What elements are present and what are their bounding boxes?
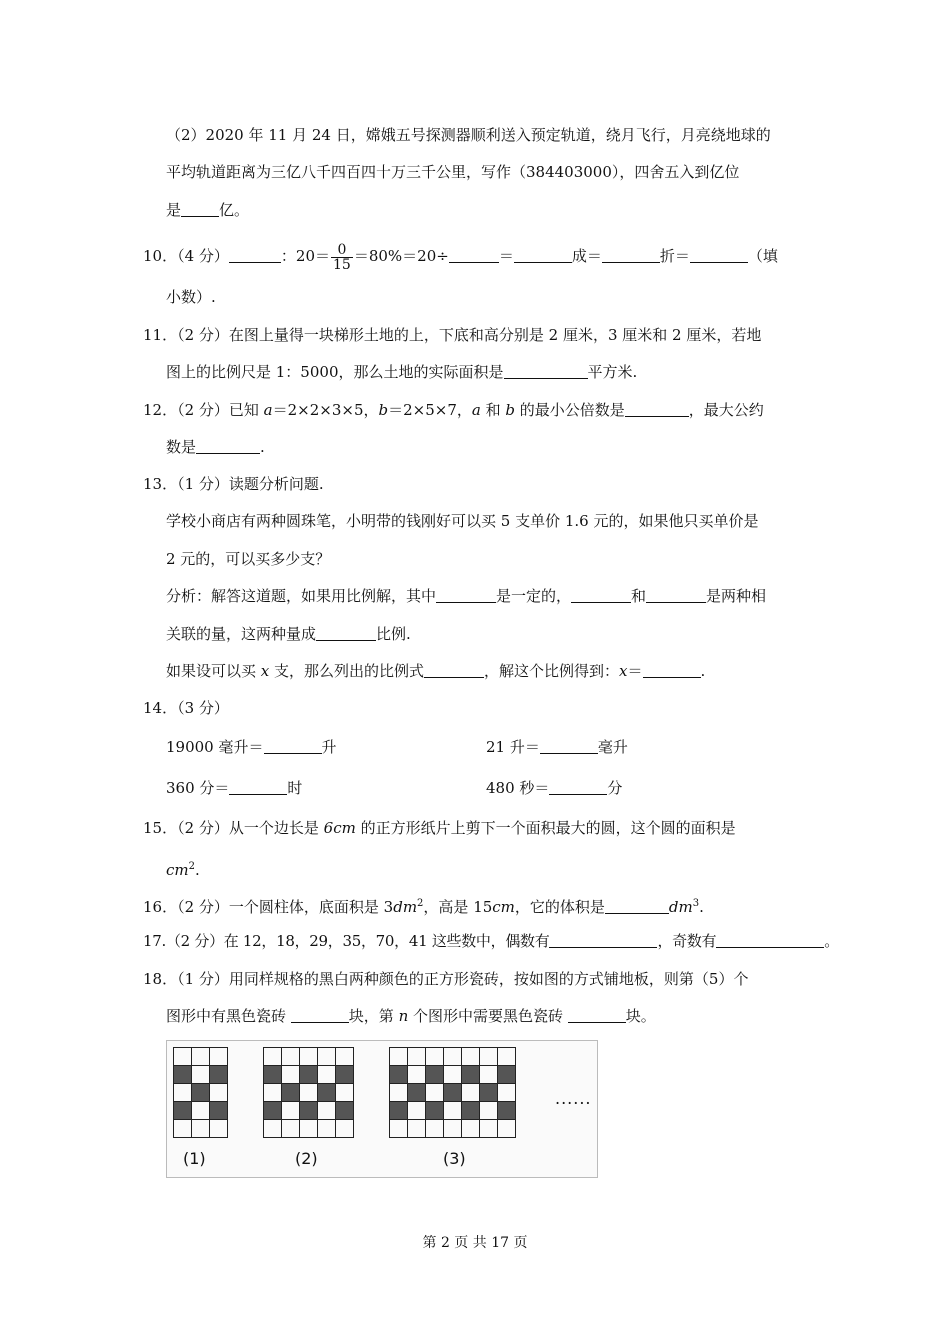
q18-line2	[166, 1006, 656, 1026]
q15-text-b: 的正方形纸片上剪下一个面积最大的圆，这个圆的面积是	[355, 819, 736, 837]
variable-x: x	[619, 662, 628, 680]
q13-line2: 学校小商店有两种圆珠笔，小明带的钱刚好可以买 5 支单价 1.6 元的，如果他只买单价是	[166, 512, 759, 530]
q15-side-length: 6cm	[323, 819, 356, 837]
q10-fraction	[331, 243, 353, 272]
q18-text-d: 块。	[625, 1007, 656, 1025]
q15-line1	[143, 818, 736, 838]
answer-blank	[625, 401, 689, 417]
q13-line1: 13．（1 分）读题分析问题.	[143, 475, 324, 493]
figure-caption-2: (2)	[295, 1149, 318, 1168]
q17-text-b: ，奇数有	[657, 932, 717, 950]
q10-text-a: ：20＝	[280, 247, 330, 265]
q11-text-b: 平方米.	[587, 363, 638, 381]
q13-text-a: 分析：解答这道题，如果用比例解，其中	[166, 587, 437, 605]
q16-line	[143, 894, 704, 917]
figure-caption-3: (3)	[443, 1149, 466, 1168]
q14-c-text: 360 分＝	[166, 779, 230, 797]
q18-text-b: 块，第	[348, 1007, 399, 1025]
answer-blank	[504, 363, 588, 379]
q14-number: 14．（3 分）	[143, 699, 229, 717]
q13-text-c: 和	[631, 587, 647, 605]
q15-text-end: .	[195, 861, 200, 879]
q9-2-line1: （2）2020 年 11 月 24 日，嫦娥五号探测器顺利送入预定轨道，绕月飞行，月亮绕地球的	[166, 126, 771, 144]
q15-line2	[166, 857, 200, 880]
q15-unit-exponent: 2	[188, 861, 195, 872]
q10-line1	[143, 238, 778, 274]
q14-a-text: 19000 毫升＝	[166, 738, 264, 756]
answer-blank	[181, 201, 219, 217]
q13-text-e: 关联的量，这两种量成	[166, 625, 317, 643]
q14-d-text: 480 秒＝	[486, 779, 550, 797]
variable-b: b	[505, 401, 516, 419]
answer-blank	[605, 898, 669, 914]
q12-line1	[143, 400, 764, 420]
q14-b-text: 21 升＝	[486, 738, 540, 756]
q12-text-g: 数是	[166, 438, 197, 456]
figure-ellipsis: ......	[555, 1089, 592, 1108]
q10-text-c: ＝	[498, 247, 514, 265]
q13-text-h: 支，那么列出的比例式	[269, 662, 425, 680]
q13-text-i: ，解这个比例得到：	[484, 662, 620, 680]
q13-text-j: ＝	[627, 662, 643, 680]
q14-c-unit: 时	[287, 779, 303, 797]
tile-pattern-2	[263, 1047, 354, 1138]
q16-text-c: ，它的体积是	[514, 898, 605, 916]
tile-pattern-figure	[166, 1040, 598, 1178]
q14-item-c	[166, 778, 302, 798]
q16-unit-dm3: dm	[668, 898, 693, 916]
figure-caption-1: (1)	[183, 1149, 206, 1168]
answer-blank	[568, 1007, 626, 1023]
variable-n: n	[398, 1007, 409, 1025]
answer-blank	[646, 587, 706, 603]
tile-pattern-1	[173, 1047, 228, 1138]
q12-text-a: 12．（2 分）已知	[143, 401, 264, 419]
q14-item-b	[486, 737, 628, 757]
q10-number: 10．（4 分）	[143, 247, 229, 265]
q12-text-d: 和	[480, 401, 506, 419]
q11-line1: 11．（2 分）在图上量得一块梯形土地的上，下底和高分别是 2 厘米，3 厘米和 2 厘米，若地	[143, 326, 762, 344]
answer-blank	[643, 662, 701, 678]
answer-blank	[436, 587, 496, 603]
answer-blank	[716, 932, 824, 948]
q13-line4	[166, 586, 766, 606]
q13-text-g: 如果设可以买	[166, 662, 261, 680]
q12-text-e: 的最小公倍数是	[515, 401, 625, 419]
q9-2-line3	[166, 200, 249, 220]
q12-text-b: ＝2×2×3×5，	[272, 401, 379, 419]
answer-blank	[196, 438, 260, 454]
q10-text-f: （填	[747, 247, 778, 265]
q10-text-e: 折＝	[659, 247, 690, 265]
q16-exponent-2: 2	[417, 898, 424, 909]
q11-text-a: 图上的比例尺是 1：5000，那么土地的实际面积是	[166, 363, 504, 381]
q9-2-line2: 平均轨道距离为三亿八千四百四十万三千公里，写作（384403000），四舍五入到亿位	[166, 163, 740, 181]
q14-item-a	[166, 737, 337, 757]
answer-blank	[514, 247, 572, 263]
q12-text-h: .	[260, 438, 265, 456]
answer-blank	[602, 247, 660, 263]
q15-text-a: 15．（2 分）从一个边长是	[143, 819, 324, 837]
q14-a-unit: 升	[321, 738, 337, 756]
q18-line1: 18．（1 分）用同样规格的黑白两种颜色的正方形瓷砖，按如图的方式铺地板，则第（5）个	[143, 970, 749, 988]
q15-unit: cm	[166, 861, 189, 879]
variable-a: a	[471, 401, 481, 419]
q13-text-b: 是一定的，	[496, 587, 572, 605]
q16-unit-dm: dm	[393, 898, 418, 916]
variable-a: a	[263, 401, 273, 419]
q13-text-k: .	[700, 662, 706, 680]
q16-unit-cm: cm	[492, 898, 515, 916]
answer-blank	[540, 738, 598, 754]
answer-blank	[449, 247, 499, 263]
q16-exponent-3: 3	[692, 898, 700, 909]
answer-blank	[291, 1007, 349, 1023]
answer-blank	[424, 662, 484, 678]
q16-text-b: ，高是 15	[423, 898, 493, 916]
answer-blank	[571, 587, 631, 603]
answer-blank	[229, 779, 287, 795]
q13-line3: 2 元的，可以买多少支？	[166, 550, 331, 568]
q12-text-c: ＝2×5×7，	[388, 401, 472, 419]
fraction-denominator: 15	[333, 256, 351, 273]
q18-text-a: 图形中有黑色瓷砖	[166, 1007, 291, 1025]
tile-pattern-3	[389, 1047, 516, 1138]
q14-b-unit: 毫升	[597, 738, 628, 756]
answer-blank	[316, 625, 376, 641]
q13-line5	[166, 624, 411, 644]
q17-text-a: 17.（2 分）在 12，18，29，35，70，41 这些数中，偶数有	[143, 932, 550, 950]
q13-text-d: 是两种相	[706, 587, 767, 605]
q10-text-b: ＝80%＝20÷	[353, 247, 449, 265]
q9-2-text-b: 亿。	[219, 201, 250, 219]
q9-2-text-a: 是	[166, 201, 182, 219]
q14-d-unit: 分	[607, 779, 623, 797]
q18-text-c: 个图形中需要黑色瓷砖	[408, 1007, 568, 1025]
q17-line	[143, 931, 839, 951]
q16-text-d: .	[699, 898, 704, 916]
q12-line2	[166, 437, 265, 457]
q14-item-d	[486, 778, 622, 798]
answer-blank	[549, 932, 657, 948]
page-footer: 第 2 页 共 17 页	[422, 1235, 528, 1251]
fraction-numerator: 0	[331, 243, 353, 258]
q10-line2: 小数）.	[166, 288, 216, 306]
variable-x: x	[260, 662, 270, 680]
variable-b: b	[378, 401, 389, 419]
answer-blank	[264, 738, 322, 754]
answer-blank	[229, 247, 281, 263]
q10-text-d: 成＝	[571, 247, 602, 265]
answer-blank	[549, 779, 607, 795]
q13-text-f: 比例.	[376, 625, 411, 643]
q13-line6	[166, 661, 705, 681]
answer-blank	[690, 247, 748, 263]
q16-text-a: 16．（2 分）一个圆柱体，底面积是 3	[143, 898, 394, 916]
q11-line2	[166, 362, 637, 382]
q12-text-f: ，最大公约	[688, 401, 764, 419]
q17-text-c: 。	[824, 932, 839, 950]
